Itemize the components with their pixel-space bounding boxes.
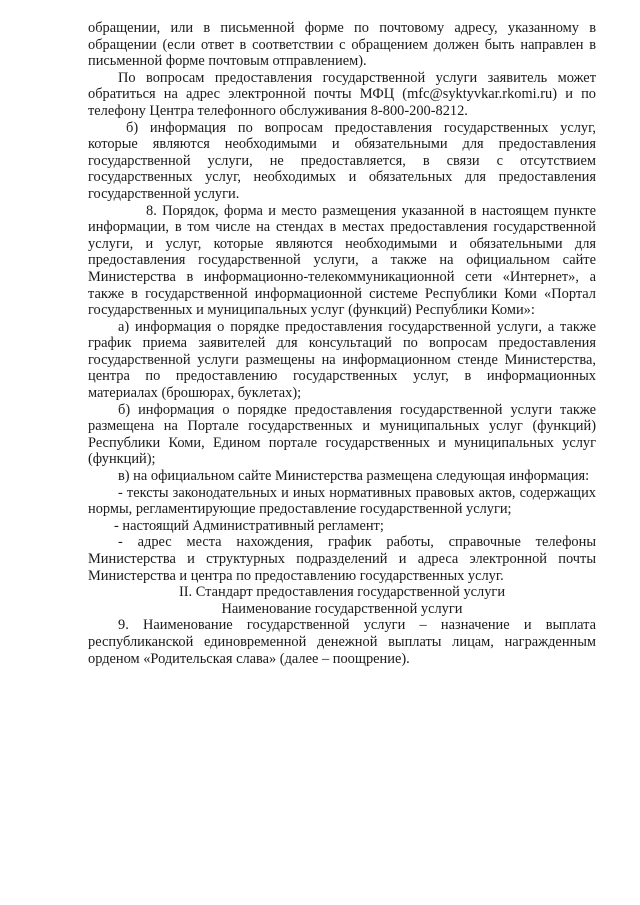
paragraph-mfc-contacts: По вопросам предоставления государственной услуги заявитель может обратиться на адрес электронной почты МФЦ (mfc@syktyvkar.rkomi.ru) и по телефону Центра телефонного обслуживания 8-800-200-8212. xyxy=(88,69,596,119)
paragraph-item-b: б) информация по вопросам предоставления государственных услуг, которые являются необходимыми и обязательными для предоставления государственной услуги, не предоставляется, в связи с отсутствием государственных услуг, необходимых и обязательных для предоставления государственной услуги. xyxy=(88,119,596,202)
paragraph-item-9: 9. Наименование государственной услуги – назначение и выплата республиканской единовременной денежной выплаты лицам, награжденным орденом «Родительская слава» (далее – поощрение). xyxy=(88,617,596,667)
paragraph-item-8: 8. Порядок, форма и место размещения указанной в настоящем пункте информации, в том числе на стендах в местах предоставления государственной услуги, и услуг, которые являются необходимыми и обязательными для предоставления государственной услуги, а также на официальном сайте Министерства в информационно-телекоммуникационной сети «Интернет», а также в государственной информационной системе Республики Коми «Портал государственных и муниципальных услуг (функций) Республики Коми»: xyxy=(88,202,596,319)
section-heading: II. Стандарт предоставления государственной услуги xyxy=(178,584,506,601)
paragraph-item-8a: а) информация о порядке предоставления государственной услуги, а также график приема заявителей для консультаций по вопросам предоставления государственной услуги размещены на информационном стенде Министерства, центра по предоставлению государственных услуг, в информационных материалах (брошюрах, буклетах); xyxy=(88,318,596,402)
paragraph-item-8c: в) на официальном сайте Министерства размещена следующая информация: xyxy=(118,468,590,485)
document-body xyxy=(88,20,596,667)
list-item-addresses: - адрес места нахождения, график работы, справочные телефоны Министерства и структурных подразделений и адреса электронной почты Министерства и центра по предоставлению государственных услуг. xyxy=(88,534,596,584)
paragraph-item-8b: б) информация о порядке предоставления государственной услуги также размещена на Портале государственных и муниципальных услуг (функций) Республики Коми, Едином портале государственных и муниципальных услуг (функций); xyxy=(88,401,596,468)
list-item-regulation: - настоящий Административный регламент; xyxy=(114,517,384,534)
subsection-heading: Наименование государственной услуги xyxy=(221,600,463,617)
list-item-legal-acts: - тексты законодательных и иных нормативных правовых актов, содержащих нормы, регламентирующие предоставление государственной услуги; xyxy=(88,484,596,518)
paragraph-continuation: обращении, или в письменной форме по почтовому адресу, указанному в обращении (если ответ в соответствии с обращением должен быть направлен в письменной форме почтовым отправлением). xyxy=(88,20,596,70)
